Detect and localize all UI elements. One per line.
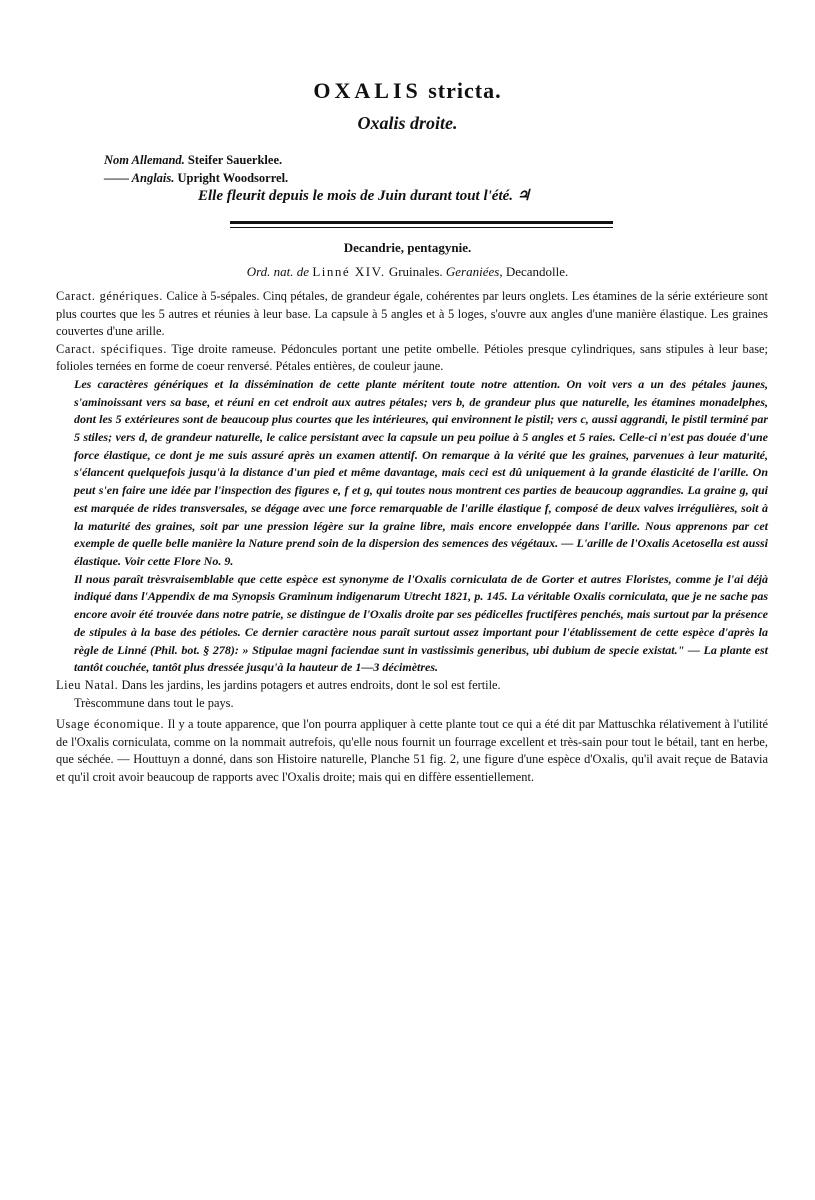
title-species: stricta. bbox=[428, 78, 502, 103]
english-name-row bbox=[104, 169, 288, 187]
generic-label: Caract. génériques. bbox=[56, 289, 163, 303]
usage-text: Il y a toute apparence, que l'on pourra appliquer à cette plante tout ce qui a été dit par Mattuschka rélativement à l'utilité de l'Oxalis corniculata, comme on la nommait autrefois, qu'elle nous fournit un fourrage excellent et très-sain pour tout le bétail, tant en herbe, que séchée. — Houttuyn a donné, dans son Histoire naturelle, Planche 51 fig. 2, une figure d'une espèce d'Oxalis, qu'il avait reçue de Batavia et qu'il croit avoir beaucoup de rapports avec l'Oxalis droite; mais qui en diffère essentiellement. bbox=[56, 717, 768, 784]
synonymy-paragraph: Il nous paraît trèsvraisemblable que cette espèce est synonyme de l'Oxalis corniculata de de Gorter et autres Floristes, comme je l'ai déjà indiqué dans l'Appendix de ma Synopsis Graminum indigenarum Utrecht 1821, p. 145. La véritable Oxalis corniculata, que je ne sache pas encore avoir été trouvée dans notre patrie, se distingue de l'Oxalis droite par ses pédicelles fructifères penchés, mais surtout par la présence de stipules à la base des pétioles. Ce dernier caractère nous paraît surtout assez important pour l'établissement de cette espèce d'après la règle de Linné (Phil. bot. § 278): » Stipulae magni faciendae sunt in vastissimis generibus, ubi dubium de specie existat." — La plante est tantôt couchée, tantôt plus dressée jusqu'à la hauteur de 1—3 décimètres. bbox=[74, 571, 768, 675]
german-name-row bbox=[104, 151, 288, 169]
english-label: —— Anglais. bbox=[104, 171, 175, 185]
usage-label: Usage économique. bbox=[56, 717, 165, 732]
german-label: Nom Allemand. bbox=[104, 153, 185, 167]
divider-thin bbox=[230, 227, 613, 228]
english-name: Upright Woodsorrel. bbox=[177, 171, 289, 185]
page-subtitle: Oxalis droite. bbox=[357, 113, 458, 133]
ordre-decandolle: , Decandolle. bbox=[499, 264, 569, 279]
natural-order bbox=[0, 264, 815, 280]
ordre-prefix: Ord. nat. bbox=[246, 264, 294, 279]
flowering-period: Elle fleurit depuis le mois de Juin durant tout l'été. ♃ bbox=[198, 188, 531, 204]
common-names bbox=[104, 151, 288, 187]
observations-paragraph: Les caractères génériques et la dissémination de cette plante méritent toute notre attention. On voit vers a un des pétales jaunes, s'aminoissant vers sa base, et réuni en cet endroit aux autres pétales; vers b, de grandeur plus que naturelle, les étamines monadelphes, dont les 5 extérieures sont de beaucoup plus courtes que les intérieures, qui environnent le pistil; vers c, aussi aggrandi, le pistil terminé par 5 stiles; vers d, de grandeur naturelle, le calice persistant avec la capsule un peu poilue à 5 angles et 5 raies. Celle-ci n'est pas douée d'une force élastique, ce dont je me suis assuré après un examen attentif. On remarque à la vérité que les graines, parvenues à leur maturité, s'élancent quelquefois jusqu'à la distance d'un pied et même davantage, mais ceci est dû uniquement à la grande élasticité de l'arille. On peut s'en faire une idée par l'inspection des figures e, f et g, qui toutes nous montrent ces parties de beaucoup aggrandies. La graine g, qui est marquée de rides transversales, se dégage avec une force remarquable de l'arille élastique f, composé de deux valves irrégulières, soit à la maturité des graines, soit par une pression légère sur la graine libre, mais encore enveloppée dans l'arille. Nous apprenons par cet exemple de quelle belle manière la Nature prend soin de la dispersion des semences des végétaux. — L'arille de l'Oxalis Acetosella est aussi élastique. Voir cette Flore No. 9. bbox=[74, 376, 768, 568]
linnean-class: Decandrie, pentagynie. bbox=[343, 240, 472, 255]
generic-text: Calice à 5-sépales. Cinq pétales, de grandeur égale, cohérentes par leurs onglets. Les étamines de la série extérieure sont plus courtes que les 5 autres et réunies à leur base. La capsule à 5 angles et à 5 loges, s'ouvre aux angles d'une manière élastique. Les graines couvertes d'une arille. bbox=[56, 289, 768, 339]
ordre-gruinales: Gruinales. bbox=[388, 264, 443, 279]
habitat-label: Lieu Natal. bbox=[56, 677, 119, 692]
divider-thick bbox=[230, 221, 613, 224]
generic-characters bbox=[56, 288, 768, 341]
description-body bbox=[56, 288, 768, 786]
german-name: Steifer Sauerklee. bbox=[187, 153, 283, 167]
page-title bbox=[0, 78, 815, 104]
specific-label: Caract. spécifiques. bbox=[56, 341, 167, 356]
title-genus: OXALIS bbox=[313, 78, 422, 103]
ordre-geraniees: Geraniées bbox=[445, 264, 500, 279]
specific-characters bbox=[56, 341, 768, 376]
ordre-linne: Linné XIV. bbox=[312, 264, 386, 279]
habitat-frequency: Trèscommune dans tout le pays. bbox=[74, 695, 234, 710]
habitat-text: Dans les jardins, les jardins potagers et autres endroits, dont le sol est fertile. bbox=[121, 677, 501, 692]
specific-text: Tige droite rameuse. Pédoncules portant une petite ombelle. Pétioles presque cylindriques, sans stipules à leur base; folioles ternées en forme de coeur renversé. Pétales entières, de couleur jaune. bbox=[56, 341, 768, 374]
economic-use bbox=[56, 716, 768, 786]
native-habitat bbox=[56, 677, 768, 695]
ordre-de: de bbox=[296, 264, 310, 279]
